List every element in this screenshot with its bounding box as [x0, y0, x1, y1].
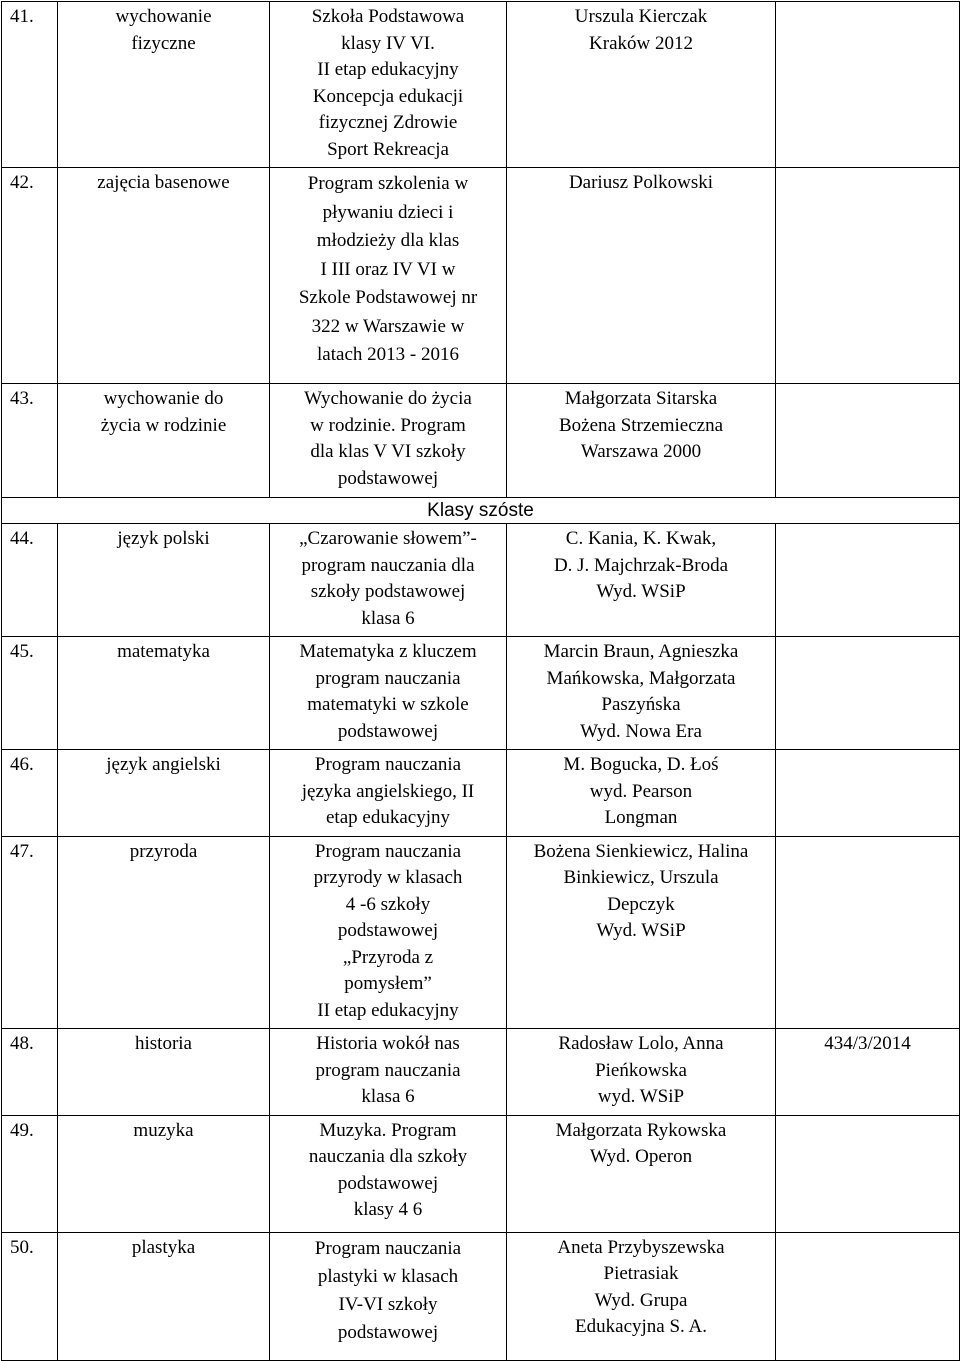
approval-number-cell: 434/3/2014: [776, 1029, 960, 1116]
subject-cell: zajęcia basenowe: [58, 168, 270, 384]
approval-number-cell: [776, 168, 960, 384]
table-row: [2, 384, 960, 498]
program-cell: Muzyka. Program nauczania dla szkoły podstawowej klasy 4 6: [270, 1115, 507, 1232]
subject-cell: muzyka: [58, 1115, 270, 1232]
row-number: 41.: [2, 2, 58, 168]
subject-cell: plastyka: [58, 1232, 270, 1360]
subject-cell: wychowanie fizyczne: [58, 2, 270, 168]
author-cell: M. Bogucka, D. Łoś wyd. Pearson Longman: [507, 750, 776, 837]
subject-cell: matematyka: [58, 637, 270, 750]
author-cell: Małgorzata Rykowska Wyd. Operon: [507, 1115, 776, 1232]
author-cell: C. Kania, K. Kwak, D. J. Majchrzak-Broda Wyd. WSiP: [507, 524, 776, 637]
row-number: 50.: [2, 1232, 58, 1360]
subject-cell: język polski: [58, 524, 270, 637]
section-row: [2, 498, 960, 524]
row-number: 46.: [2, 750, 58, 837]
table-row: [2, 637, 960, 750]
table-row: [2, 2, 960, 168]
author-cell: Aneta Przybyszewska Pietrasiak Wyd. Grupa Edukacyjna S. A.: [507, 1232, 776, 1360]
author-cell: Radosław Lolo, Anna Pieńkowska wyd. WSiP: [507, 1029, 776, 1116]
approval-number-cell: [776, 524, 960, 637]
approval-number-cell: [776, 1232, 960, 1360]
author-cell: Dariusz Polkowski: [507, 168, 776, 384]
program-cell: Wychowanie do życia w rodzinie. Program dla klas V VI szkoły podstawowej: [270, 384, 507, 498]
approval-number-cell: [776, 2, 960, 168]
table-row: [2, 836, 960, 1029]
table-row: [2, 168, 960, 384]
approval-number-cell: [776, 750, 960, 837]
subject-cell: język angielski: [58, 750, 270, 837]
row-number: 47.: [2, 836, 58, 1029]
program-table: [1, 1, 960, 1361]
subject-cell: wychowanie do życia w rodzinie: [58, 384, 270, 498]
program-cell: „Czarowanie słowem”- program nauczania dla szkoły podstawowej klasa 6: [270, 524, 507, 637]
author-cell: Marcin Braun, Agnieszka Mańkowska, Małgorzata Paszyńska Wyd. Nowa Era: [507, 637, 776, 750]
table-row: [2, 750, 960, 837]
row-number: 44.: [2, 524, 58, 637]
row-number: 49.: [2, 1115, 58, 1232]
row-number: 42.: [2, 168, 58, 384]
subject-cell: przyroda: [58, 836, 270, 1029]
program-cell: Program nauczania plastyki w klasach IV-VI szkoły podstawowej: [270, 1232, 507, 1360]
author-cell: Małgorzata Sitarska Bożena Strzemieczna Warszawa 2000: [507, 384, 776, 498]
program-cell: Historia wokół nas program nauczania klasa 6: [270, 1029, 507, 1116]
subject-cell: historia: [58, 1029, 270, 1116]
table-row: [2, 1115, 960, 1232]
approval-number-cell: [776, 1115, 960, 1232]
program-cell: Program nauczania przyrody w klasach 4 -6 szkoły podstawowej „Przyroda z pomysłem” II etap edukacyjny: [270, 836, 507, 1029]
row-number: 45.: [2, 637, 58, 750]
approval-number-cell: [776, 836, 960, 1029]
program-cell: Program nauczania języka angielskiego, II etap edukacyjny: [270, 750, 507, 837]
approval-number-cell: [776, 637, 960, 750]
author-cell: Bożena Sienkiewicz, Halina Binkiewicz, Urszula Depczyk Wyd. WSiP: [507, 836, 776, 1029]
table-row: [2, 1232, 960, 1360]
row-number: 43.: [2, 384, 58, 498]
program-cell: Szkoła Podstawowa klasy IV VI. II etap edukacyjny Koncepcja edukacji fizycznej Zdrowie Sport Rekreacja: [270, 2, 507, 168]
row-number: 48.: [2, 1029, 58, 1116]
section-heading: Klasy szóste: [2, 498, 960, 524]
author-cell: Urszula Kierczak Kraków 2012: [507, 2, 776, 168]
program-cell: Matematyka z kluczem program nauczania matematyki w szkole podstawowej: [270, 637, 507, 750]
program-cell: Program szkolenia w pływaniu dzieci i młodzieży dla klas I III oraz IV VI w Szkole Podstawowej nr 322 w Warszawie w latach 2013 - 2016: [270, 168, 507, 384]
approval-number-cell: [776, 384, 960, 498]
table-row: [2, 524, 960, 637]
table-row: [2, 1029, 960, 1116]
